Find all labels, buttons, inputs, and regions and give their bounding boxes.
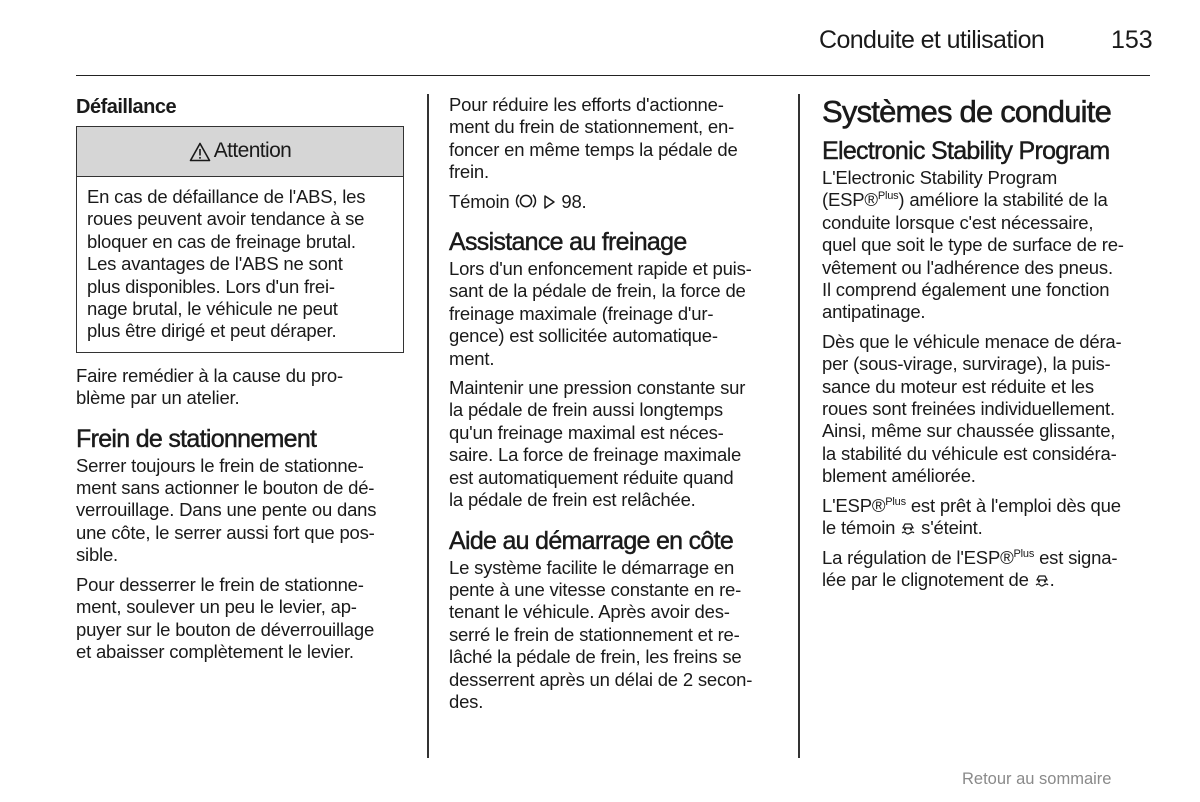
warning-header bbox=[77, 127, 403, 177]
text-line: bloquer en cas de freinage brutal. bbox=[87, 230, 356, 252]
text-line: serré le frein de stationnement et re- bbox=[449, 623, 740, 645]
paragraph bbox=[822, 331, 1152, 488]
text-line: Il comprend également une fonction bbox=[822, 279, 1110, 301]
text-line: Le système facilite le démarrage en bbox=[449, 556, 735, 578]
warning-triangle-icon bbox=[189, 142, 211, 162]
text-fragment: L'ESP® bbox=[822, 494, 886, 516]
paragraph bbox=[449, 557, 779, 714]
text-line: conduite lorsque c'est nécessaire, bbox=[822, 211, 1094, 233]
text-line: ment sans actionner le bouton de dé- bbox=[76, 477, 375, 499]
esp-indicator-icon bbox=[1034, 572, 1050, 588]
text-line: plus être dirigé et peut déraper. bbox=[87, 320, 337, 342]
paragraph bbox=[449, 258, 779, 370]
esp-indicator-icon bbox=[900, 520, 916, 536]
chapter-section-title: Systèmes de conduite bbox=[822, 94, 1112, 129]
text-fragment: (ESP® bbox=[822, 189, 878, 211]
paragraph bbox=[76, 365, 406, 410]
text-line: quel que soit le type de surface de re- bbox=[822, 234, 1124, 256]
text-line: pente à une vitesse constante en re- bbox=[449, 578, 742, 600]
parking-brake-indicator-icon bbox=[514, 192, 538, 210]
paragraph bbox=[822, 167, 1152, 324]
page-reference-arrow-icon[interactable] bbox=[543, 194, 556, 210]
text-fragment: lée par le clignotement de bbox=[822, 568, 1034, 590]
section-title-aide-au-demarrage: Aide au démarrage en côte bbox=[449, 526, 734, 555]
paragraph bbox=[76, 574, 406, 664]
page-number: 153 bbox=[1111, 26, 1153, 54]
section-title-esp: Electronic Stability Program bbox=[822, 137, 1110, 165]
text-line bbox=[449, 191, 779, 213]
column-right bbox=[822, 94, 1152, 598]
column-left bbox=[76, 94, 406, 670]
text-line: roues sont freinées individuellement. bbox=[822, 398, 1115, 420]
text-line: saire. La force de freinage maximale bbox=[449, 444, 742, 466]
text-line: Ainsi, même sur chaussée glissante, bbox=[822, 420, 1116, 442]
text-fragment: La régulation de l'ESP® bbox=[822, 546, 1014, 568]
text-line: Lors d'un enfoncement rapide et puis- bbox=[449, 258, 752, 280]
subheading-defaillance: Défaillance bbox=[76, 96, 177, 118]
text-line: gence) est sollicitée automatique- bbox=[449, 325, 718, 347]
paragraph bbox=[822, 495, 1152, 540]
warning-text bbox=[77, 177, 403, 352]
text-line: qu'un freinage maximal est néces- bbox=[449, 421, 724, 443]
page-reference-link[interactable]: 98. bbox=[561, 190, 587, 212]
warning-title: Attention bbox=[213, 139, 292, 163]
text-line: foncer en même temps la pédale de bbox=[449, 138, 738, 160]
text-line: blement améliorée. bbox=[822, 465, 976, 487]
chapter-title: Conduite et utilisation bbox=[819, 26, 1045, 54]
text-line: Dès que le véhicule menace de déra- bbox=[822, 330, 1122, 352]
text-line: sible. bbox=[76, 544, 118, 566]
text-line: tenant le véhicule. Après avoir des- bbox=[449, 601, 730, 623]
column-divider bbox=[798, 94, 800, 758]
text-line: antipatinage. bbox=[822, 301, 926, 323]
text-line: L'Electronic Stability Program bbox=[822, 167, 1058, 188]
text-line: Pour réduire les efforts d'actionne- bbox=[449, 94, 724, 115]
text-line: la pédale de frein aussi longtemps bbox=[449, 399, 723, 421]
superscript-plus: Plus bbox=[885, 495, 906, 508]
text-line: desserrent après un délai de 2 secon- bbox=[449, 668, 753, 690]
text-line bbox=[822, 189, 1152, 211]
text-fragment: le témoin bbox=[822, 517, 901, 539]
text-line: lâché la pédale de frein, les freins se bbox=[449, 646, 742, 668]
text-line: sance du moteur est réduite et les bbox=[822, 375, 1094, 397]
paragraph bbox=[76, 455, 406, 567]
superscript-plus: Plus bbox=[877, 190, 899, 203]
text-line: blème par un atelier. bbox=[76, 387, 240, 409]
text-fragment: s'éteint. bbox=[916, 517, 983, 539]
text-line: est automatiquement réduite quand bbox=[449, 466, 734, 488]
text-fragment: . bbox=[1049, 568, 1055, 590]
paragraph bbox=[822, 547, 1152, 592]
text-line bbox=[822, 517, 1152, 539]
text-line: per (sous-virage, survirage), la puis- bbox=[822, 353, 1111, 375]
text-line: ment, soulever un peu le levier, ap- bbox=[76, 596, 357, 618]
text-line: une côte, le serrer aussi fort que pos- bbox=[76, 521, 375, 543]
text-line: et abaisser complètement le levier. bbox=[76, 640, 354, 662]
text-line: freinage maximale (freinage d'ur- bbox=[449, 302, 714, 324]
section-title-assistance-au-freinage: Assistance au freinage bbox=[449, 228, 687, 257]
text-line bbox=[822, 495, 1152, 517]
text-line: la stabilité du véhicule est considéra- bbox=[822, 442, 1117, 464]
text-line: Les avantages de l'ABS ne sont bbox=[87, 253, 343, 275]
text-line bbox=[822, 569, 1152, 591]
paragraph bbox=[449, 94, 779, 184]
text-line: plus disponibles. Lors d'un frei- bbox=[87, 275, 335, 297]
text-line: Maintenir une pression constante sur bbox=[449, 377, 746, 399]
text-line: Faire remédier à la cause du pro- bbox=[76, 364, 343, 386]
page-header bbox=[76, 24, 1153, 76]
text-line: Pour desserrer le frein de stationne- bbox=[76, 573, 364, 595]
text-line: ment. bbox=[449, 347, 495, 369]
text-line: Serrer toujours le frein de stationne- bbox=[76, 454, 364, 476]
text-line: roues peuvent avoir tendance à se bbox=[87, 208, 365, 230]
text-line: sant de la pédale de frein, la force de bbox=[449, 280, 746, 302]
indicator-label: Témoin bbox=[449, 190, 510, 212]
text-line: En cas de défaillance de l'ABS, les bbox=[87, 186, 366, 207]
text-line: vêtement ou l'adhérence des pneus. bbox=[822, 256, 1113, 278]
text-fragment: est prêt à l'emploi dès que bbox=[905, 494, 1121, 516]
paragraph bbox=[449, 377, 779, 511]
text-fragment: ) améliore la stabilité de la bbox=[898, 189, 1108, 211]
section-title-frein-de-stationnement: Frein de stationnement bbox=[76, 424, 317, 453]
column-middle bbox=[449, 94, 779, 720]
text-fragment: est signa- bbox=[1034, 546, 1118, 568]
indicator-reference bbox=[449, 191, 779, 213]
text-line: frein. bbox=[449, 161, 489, 183]
back-to-contents-link[interactable]: Retour au sommaire bbox=[962, 770, 1112, 788]
superscript-plus: Plus bbox=[1013, 547, 1035, 560]
warning-box bbox=[76, 126, 404, 353]
text-line: la pédale de frein est relâchée. bbox=[449, 489, 696, 511]
column-divider bbox=[427, 94, 429, 758]
text-line: ment du frein de stationnement, en- bbox=[449, 116, 735, 138]
text-line: des. bbox=[449, 690, 484, 712]
text-line: puyer sur le bouton de déverrouillage bbox=[76, 618, 375, 640]
text-line: nage brutal, le véhicule ne peut bbox=[87, 298, 338, 320]
text-line: verrouillage. Dans une pente ou dans bbox=[76, 499, 377, 521]
text-line bbox=[822, 547, 1152, 569]
